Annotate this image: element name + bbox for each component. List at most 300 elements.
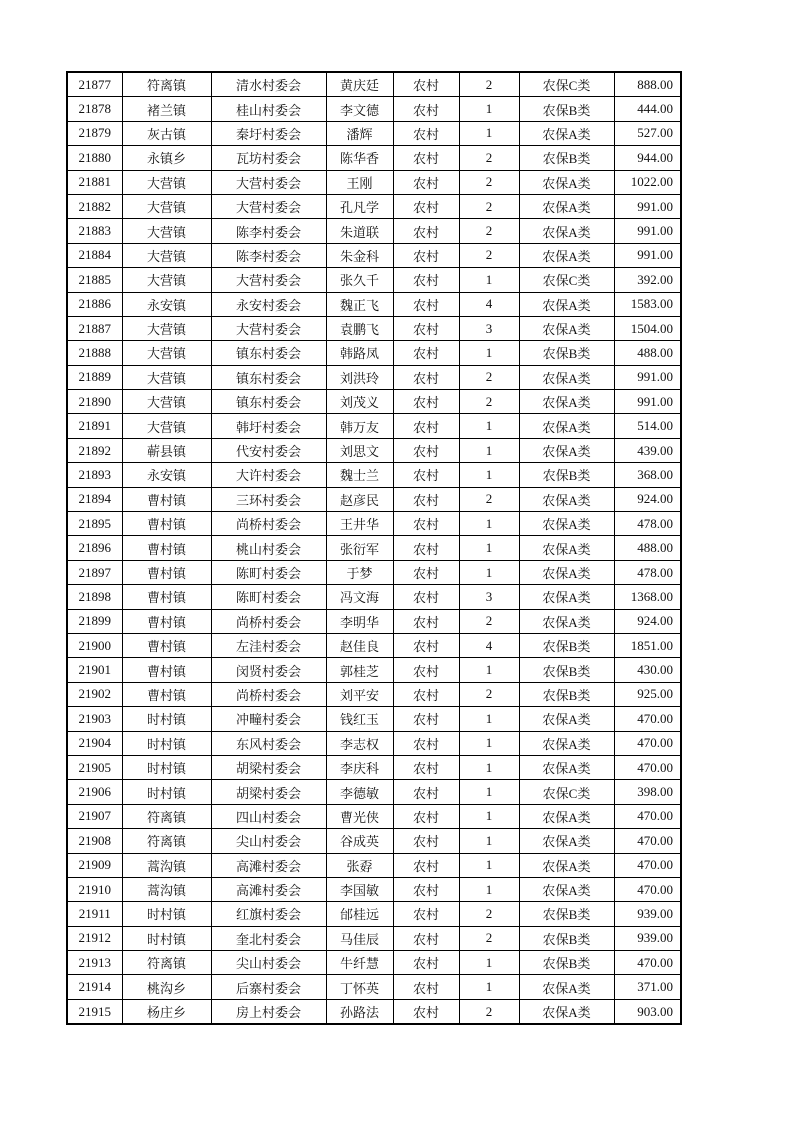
cell-serial-number: 21902 xyxy=(67,682,122,706)
table-row xyxy=(67,682,681,706)
cell-person-count: 4 xyxy=(459,633,519,657)
cell-insurance-category: 农保A类 xyxy=(519,755,614,779)
cell-person-count: 1 xyxy=(459,463,519,487)
cell-village-committee: 陈李村委会 xyxy=(211,219,326,243)
cell-village-committee: 高滩村委会 xyxy=(211,853,326,877)
table-row xyxy=(67,146,681,170)
cell-household-type: 农村 xyxy=(393,72,459,97)
cell-village-committee: 陈町村委会 xyxy=(211,560,326,584)
cell-insurance-category: 农保B类 xyxy=(519,341,614,365)
cell-person-name: 于梦 xyxy=(326,560,393,584)
cell-serial-number: 21887 xyxy=(67,316,122,340)
cell-person-count: 1 xyxy=(459,536,519,560)
cell-person-count: 3 xyxy=(459,585,519,609)
cell-person-name: 魏正飞 xyxy=(326,292,393,316)
cell-village-committee: 桃山村委会 xyxy=(211,536,326,560)
cell-household-type: 农村 xyxy=(393,97,459,121)
cell-person-name: 张衍军 xyxy=(326,536,393,560)
cell-insurance-category: 农保A类 xyxy=(519,512,614,536)
cell-household-type: 农村 xyxy=(393,512,459,536)
cell-household-type: 农村 xyxy=(393,292,459,316)
cell-serial-number: 21903 xyxy=(67,707,122,731)
cell-household-type: 农村 xyxy=(393,390,459,414)
cell-insurance-category: 农保A类 xyxy=(519,292,614,316)
cell-person-name: 赵彦民 xyxy=(326,487,393,511)
cell-person-name: 李志权 xyxy=(326,731,393,755)
cell-insurance-category: 农保A类 xyxy=(519,243,614,267)
cell-serial-number: 21915 xyxy=(67,999,122,1024)
cell-village-committee: 房上村委会 xyxy=(211,999,326,1024)
table-row xyxy=(67,585,681,609)
cell-insurance-category: 农保B类 xyxy=(519,902,614,926)
cell-village-committee: 尚桥村委会 xyxy=(211,682,326,706)
cell-serial-number: 21905 xyxy=(67,755,122,779)
table-row xyxy=(67,292,681,316)
cell-village-committee: 四山村委会 xyxy=(211,804,326,828)
cell-household-type: 农村 xyxy=(393,853,459,877)
cell-person-count: 1 xyxy=(459,512,519,536)
cell-town: 大营镇 xyxy=(122,390,211,414)
cell-town: 曹村镇 xyxy=(122,682,211,706)
cell-person-name: 李明华 xyxy=(326,609,393,633)
cell-village-committee: 秦圩村委会 xyxy=(211,121,326,145)
cell-person-count: 1 xyxy=(459,121,519,145)
cell-household-type: 农村 xyxy=(393,975,459,999)
cell-household-type: 农村 xyxy=(393,829,459,853)
cell-serial-number: 21896 xyxy=(67,536,122,560)
cell-amount: 991.00 xyxy=(614,219,681,243)
cell-town: 大营镇 xyxy=(122,341,211,365)
cell-person-name: 曹光侠 xyxy=(326,804,393,828)
cell-village-committee: 尖山村委会 xyxy=(211,829,326,853)
cell-insurance-category: 农保B类 xyxy=(519,633,614,657)
cell-serial-number: 21879 xyxy=(67,121,122,145)
cell-serial-number: 21900 xyxy=(67,633,122,657)
table-row xyxy=(67,512,681,536)
cell-person-name: 朱金科 xyxy=(326,243,393,267)
cell-serial-number: 21901 xyxy=(67,658,122,682)
cell-serial-number: 21878 xyxy=(67,97,122,121)
cell-town: 大营镇 xyxy=(122,268,211,292)
cell-serial-number: 21886 xyxy=(67,292,122,316)
cell-village-committee: 清水村委会 xyxy=(211,72,326,97)
cell-village-committee: 尖山村委会 xyxy=(211,951,326,975)
cell-village-committee: 大营村委会 xyxy=(211,170,326,194)
cell-amount: 478.00 xyxy=(614,512,681,536)
cell-insurance-category: 农保A类 xyxy=(519,804,614,828)
cell-town: 时村镇 xyxy=(122,707,211,731)
cell-household-type: 农村 xyxy=(393,463,459,487)
table-row xyxy=(67,951,681,975)
cell-insurance-category: 农保C类 xyxy=(519,780,614,804)
cell-insurance-category: 农保A类 xyxy=(519,390,614,414)
cell-person-name: 陈华香 xyxy=(326,146,393,170)
cell-person-count: 1 xyxy=(459,755,519,779)
cell-amount: 991.00 xyxy=(614,390,681,414)
cell-amount: 488.00 xyxy=(614,536,681,560)
cell-person-count: 1 xyxy=(459,438,519,462)
cell-serial-number: 21890 xyxy=(67,390,122,414)
cell-household-type: 农村 xyxy=(393,682,459,706)
cell-person-name: 钱红玉 xyxy=(326,707,393,731)
table-row xyxy=(67,121,681,145)
cell-household-type: 农村 xyxy=(393,146,459,170)
cell-village-committee: 大营村委会 xyxy=(211,268,326,292)
cell-person-count: 2 xyxy=(459,170,519,194)
cell-town: 曹村镇 xyxy=(122,609,211,633)
cell-village-committee: 闵贤村委会 xyxy=(211,658,326,682)
cell-household-type: 农村 xyxy=(393,316,459,340)
cell-serial-number: 21885 xyxy=(67,268,122,292)
cell-person-name: 李国敏 xyxy=(326,877,393,901)
cell-person-count: 2 xyxy=(459,243,519,267)
cell-serial-number: 21907 xyxy=(67,804,122,828)
cell-person-name: 李德敏 xyxy=(326,780,393,804)
cell-household-type: 农村 xyxy=(393,609,459,633)
table-row xyxy=(67,170,681,194)
cell-household-type: 农村 xyxy=(393,268,459,292)
cell-person-name: 丁怀英 xyxy=(326,975,393,999)
cell-person-count: 2 xyxy=(459,487,519,511)
cell-insurance-category: 农保A类 xyxy=(519,560,614,584)
cell-serial-number: 21880 xyxy=(67,146,122,170)
cell-household-type: 农村 xyxy=(393,560,459,584)
cell-amount: 1022.00 xyxy=(614,170,681,194)
cell-insurance-category: 农保A类 xyxy=(519,487,614,511)
cell-amount: 392.00 xyxy=(614,268,681,292)
cell-person-count: 1 xyxy=(459,877,519,901)
cell-person-count: 1 xyxy=(459,97,519,121)
cell-town: 蒿沟镇 xyxy=(122,853,211,877)
cell-town: 褚兰镇 xyxy=(122,97,211,121)
cell-person-name: 邰桂远 xyxy=(326,902,393,926)
cell-serial-number: 21883 xyxy=(67,219,122,243)
cell-household-type: 农村 xyxy=(393,658,459,682)
cell-town: 永安镇 xyxy=(122,292,211,316)
cell-insurance-category: 农保A类 xyxy=(519,975,614,999)
cell-household-type: 农村 xyxy=(393,170,459,194)
cell-town: 时村镇 xyxy=(122,902,211,926)
cell-town: 大营镇 xyxy=(122,316,211,340)
cell-person-count: 2 xyxy=(459,390,519,414)
cell-town: 永安镇 xyxy=(122,463,211,487)
cell-amount: 924.00 xyxy=(614,609,681,633)
table-row xyxy=(67,414,681,438)
cell-person-count: 2 xyxy=(459,365,519,389)
cell-village-committee: 三环村委会 xyxy=(211,487,326,511)
cell-person-count: 2 xyxy=(459,999,519,1024)
cell-village-committee: 永安村委会 xyxy=(211,292,326,316)
cell-insurance-category: 农保A类 xyxy=(519,536,614,560)
cell-amount: 925.00 xyxy=(614,682,681,706)
cell-town: 蒿沟镇 xyxy=(122,877,211,901)
cell-insurance-category: 农保A类 xyxy=(519,121,614,145)
cell-amount: 939.00 xyxy=(614,902,681,926)
cell-village-committee: 奎北村委会 xyxy=(211,926,326,950)
cell-person-name: 韩路凤 xyxy=(326,341,393,365)
cell-insurance-category: 农保A类 xyxy=(519,999,614,1024)
table-row xyxy=(67,316,681,340)
cell-person-name: 刘平安 xyxy=(326,682,393,706)
cell-serial-number: 21882 xyxy=(67,194,122,218)
table-row xyxy=(67,975,681,999)
cell-household-type: 农村 xyxy=(393,536,459,560)
cell-town: 时村镇 xyxy=(122,926,211,950)
cell-town: 曹村镇 xyxy=(122,487,211,511)
cell-household-type: 农村 xyxy=(393,243,459,267)
cell-person-count: 1 xyxy=(459,658,519,682)
cell-serial-number: 21908 xyxy=(67,829,122,853)
cell-serial-number: 21881 xyxy=(67,170,122,194)
cell-person-count: 2 xyxy=(459,682,519,706)
cell-town: 时村镇 xyxy=(122,780,211,804)
cell-insurance-category: 农保A类 xyxy=(519,731,614,755)
cell-amount: 470.00 xyxy=(614,877,681,901)
cell-insurance-category: 农保A类 xyxy=(519,585,614,609)
table-row xyxy=(67,999,681,1024)
cell-amount: 470.00 xyxy=(614,804,681,828)
cell-town: 永镇乡 xyxy=(122,146,211,170)
cell-person-count: 2 xyxy=(459,609,519,633)
cell-serial-number: 21892 xyxy=(67,438,122,462)
cell-person-name: 张久千 xyxy=(326,268,393,292)
table-row xyxy=(67,463,681,487)
cell-person-count: 1 xyxy=(459,341,519,365)
cell-person-name: 张孬 xyxy=(326,853,393,877)
cell-insurance-category: 农保B类 xyxy=(519,951,614,975)
cell-village-committee: 镇东村委会 xyxy=(211,341,326,365)
cell-person-count: 1 xyxy=(459,268,519,292)
cell-town: 杨庄乡 xyxy=(122,999,211,1024)
cell-insurance-category: 农保B类 xyxy=(519,463,614,487)
cell-town: 符离镇 xyxy=(122,72,211,97)
cell-serial-number: 21894 xyxy=(67,487,122,511)
cell-town: 大营镇 xyxy=(122,170,211,194)
cell-household-type: 农村 xyxy=(393,414,459,438)
cell-person-name: 潘辉 xyxy=(326,121,393,145)
cell-person-count: 1 xyxy=(459,804,519,828)
table-row xyxy=(67,487,681,511)
cell-household-type: 农村 xyxy=(393,877,459,901)
cell-household-type: 农村 xyxy=(393,804,459,828)
cell-serial-number: 21884 xyxy=(67,243,122,267)
cell-amount: 944.00 xyxy=(614,146,681,170)
cell-town: 曹村镇 xyxy=(122,658,211,682)
cell-town: 桃沟乡 xyxy=(122,975,211,999)
table-row xyxy=(67,560,681,584)
cell-amount: 470.00 xyxy=(614,853,681,877)
cell-village-committee: 尚桥村委会 xyxy=(211,512,326,536)
cell-village-committee: 胡梁村委会 xyxy=(211,780,326,804)
table-row xyxy=(67,633,681,657)
cell-person-name: 刘茂义 xyxy=(326,390,393,414)
cell-person-name: 魏士兰 xyxy=(326,463,393,487)
cell-village-committee: 陈李村委会 xyxy=(211,243,326,267)
cell-insurance-category: 农保A类 xyxy=(519,438,614,462)
cell-insurance-category: 农保A类 xyxy=(519,877,614,901)
cell-household-type: 农村 xyxy=(393,365,459,389)
cell-serial-number: 21913 xyxy=(67,951,122,975)
cell-amount: 991.00 xyxy=(614,243,681,267)
cell-person-name: 刘洪玲 xyxy=(326,365,393,389)
cell-amount: 939.00 xyxy=(614,926,681,950)
cell-town: 大营镇 xyxy=(122,243,211,267)
cell-serial-number: 21914 xyxy=(67,975,122,999)
cell-amount: 470.00 xyxy=(614,731,681,755)
table-row xyxy=(67,658,681,682)
cell-insurance-category: 农保A类 xyxy=(519,414,614,438)
cell-amount: 470.00 xyxy=(614,755,681,779)
cell-town: 曹村镇 xyxy=(122,585,211,609)
cell-serial-number: 21909 xyxy=(67,853,122,877)
cell-town: 曹村镇 xyxy=(122,536,211,560)
cell-village-committee: 尚桥村委会 xyxy=(211,609,326,633)
table-row xyxy=(67,438,681,462)
table-row xyxy=(67,219,681,243)
cell-amount: 924.00 xyxy=(614,487,681,511)
cell-household-type: 农村 xyxy=(393,585,459,609)
cell-amount: 368.00 xyxy=(614,463,681,487)
table-row xyxy=(67,194,681,218)
cell-town: 大营镇 xyxy=(122,219,211,243)
cell-serial-number: 21889 xyxy=(67,365,122,389)
table-row xyxy=(67,926,681,950)
cell-amount: 991.00 xyxy=(614,194,681,218)
cell-amount: 439.00 xyxy=(614,438,681,462)
table-row xyxy=(67,268,681,292)
cell-village-committee: 瓦坊村委会 xyxy=(211,146,326,170)
cell-amount: 1504.00 xyxy=(614,316,681,340)
table-row xyxy=(67,829,681,853)
cell-household-type: 农村 xyxy=(393,780,459,804)
cell-insurance-category: 农保A类 xyxy=(519,219,614,243)
table-body xyxy=(67,72,681,1024)
cell-amount: 488.00 xyxy=(614,341,681,365)
cell-amount: 470.00 xyxy=(614,707,681,731)
cell-town: 时村镇 xyxy=(122,755,211,779)
cell-village-committee: 大营村委会 xyxy=(211,316,326,340)
cell-village-committee: 冲疃村委会 xyxy=(211,707,326,731)
cell-household-type: 农村 xyxy=(393,999,459,1024)
cell-household-type: 农村 xyxy=(393,951,459,975)
cell-insurance-category: 农保B类 xyxy=(519,926,614,950)
cell-person-count: 2 xyxy=(459,902,519,926)
cell-person-count: 1 xyxy=(459,829,519,853)
cell-serial-number: 21910 xyxy=(67,877,122,901)
cell-town: 大营镇 xyxy=(122,194,211,218)
cell-amount: 991.00 xyxy=(614,365,681,389)
cell-amount: 1368.00 xyxy=(614,585,681,609)
cell-town: 大营镇 xyxy=(122,365,211,389)
cell-person-name: 王刚 xyxy=(326,170,393,194)
cell-household-type: 农村 xyxy=(393,731,459,755)
table-row xyxy=(67,755,681,779)
cell-town: 符离镇 xyxy=(122,804,211,828)
cell-person-name: 赵佳良 xyxy=(326,633,393,657)
cell-person-count: 4 xyxy=(459,292,519,316)
cell-serial-number: 21895 xyxy=(67,512,122,536)
cell-person-count: 1 xyxy=(459,853,519,877)
cell-serial-number: 21898 xyxy=(67,585,122,609)
cell-village-committee: 韩圩村委会 xyxy=(211,414,326,438)
cell-person-name: 郭桂芝 xyxy=(326,658,393,682)
cell-household-type: 农村 xyxy=(393,194,459,218)
cell-amount: 398.00 xyxy=(614,780,681,804)
cell-village-committee: 左洼村委会 xyxy=(211,633,326,657)
cell-household-type: 农村 xyxy=(393,633,459,657)
cell-household-type: 农村 xyxy=(393,487,459,511)
cell-person-count: 2 xyxy=(459,219,519,243)
cell-person-count: 1 xyxy=(459,951,519,975)
cell-serial-number: 21911 xyxy=(67,902,122,926)
cell-person-count: 2 xyxy=(459,72,519,97)
cell-town: 曹村镇 xyxy=(122,560,211,584)
cell-insurance-category: 农保C类 xyxy=(519,72,614,97)
cell-amount: 888.00 xyxy=(614,72,681,97)
cell-person-name: 牛纤慧 xyxy=(326,951,393,975)
cell-serial-number: 21906 xyxy=(67,780,122,804)
cell-amount: 478.00 xyxy=(614,560,681,584)
cell-person-name: 刘思文 xyxy=(326,438,393,462)
cell-town: 大营镇 xyxy=(122,414,211,438)
cell-household-type: 农村 xyxy=(393,121,459,145)
cell-person-name: 李文德 xyxy=(326,97,393,121)
cell-person-count: 1 xyxy=(459,414,519,438)
cell-village-committee: 胡梁村委会 xyxy=(211,755,326,779)
cell-person-name: 孔凡学 xyxy=(326,194,393,218)
cell-insurance-category: 农保B类 xyxy=(519,146,614,170)
cell-village-committee: 大许村委会 xyxy=(211,463,326,487)
cell-serial-number: 21888 xyxy=(67,341,122,365)
cell-village-committee: 代安村委会 xyxy=(211,438,326,462)
cell-insurance-category: 农保A类 xyxy=(519,853,614,877)
cell-town: 曹村镇 xyxy=(122,512,211,536)
table-row xyxy=(67,731,681,755)
cell-town: 灰古镇 xyxy=(122,121,211,145)
table-row xyxy=(67,804,681,828)
table-row xyxy=(67,780,681,804)
cell-village-committee: 后寨村委会 xyxy=(211,975,326,999)
cell-serial-number: 21904 xyxy=(67,731,122,755)
cell-serial-number: 21897 xyxy=(67,560,122,584)
table-row xyxy=(67,609,681,633)
cell-village-committee: 东风村委会 xyxy=(211,731,326,755)
cell-village-committee: 高滩村委会 xyxy=(211,877,326,901)
table-row xyxy=(67,341,681,365)
cell-person-name: 冯文海 xyxy=(326,585,393,609)
cell-amount: 444.00 xyxy=(614,97,681,121)
cell-serial-number: 21912 xyxy=(67,926,122,950)
cell-household-type: 农村 xyxy=(393,707,459,731)
cell-person-count: 2 xyxy=(459,926,519,950)
cell-household-type: 农村 xyxy=(393,926,459,950)
cell-amount: 527.00 xyxy=(614,121,681,145)
cell-village-committee: 镇东村委会 xyxy=(211,365,326,389)
table-row xyxy=(67,390,681,414)
table-row xyxy=(67,853,681,877)
cell-town: 符离镇 xyxy=(122,829,211,853)
cell-village-committee: 桂山村委会 xyxy=(211,97,326,121)
cell-town: 符离镇 xyxy=(122,951,211,975)
table-row xyxy=(67,902,681,926)
cell-insurance-category: 农保B类 xyxy=(519,658,614,682)
cell-amount: 371.00 xyxy=(614,975,681,999)
cell-insurance-category: 农保B类 xyxy=(519,97,614,121)
table-row xyxy=(67,243,681,267)
cell-town: 曹村镇 xyxy=(122,633,211,657)
cell-village-committee: 陈町村委会 xyxy=(211,585,326,609)
cell-person-count: 2 xyxy=(459,146,519,170)
